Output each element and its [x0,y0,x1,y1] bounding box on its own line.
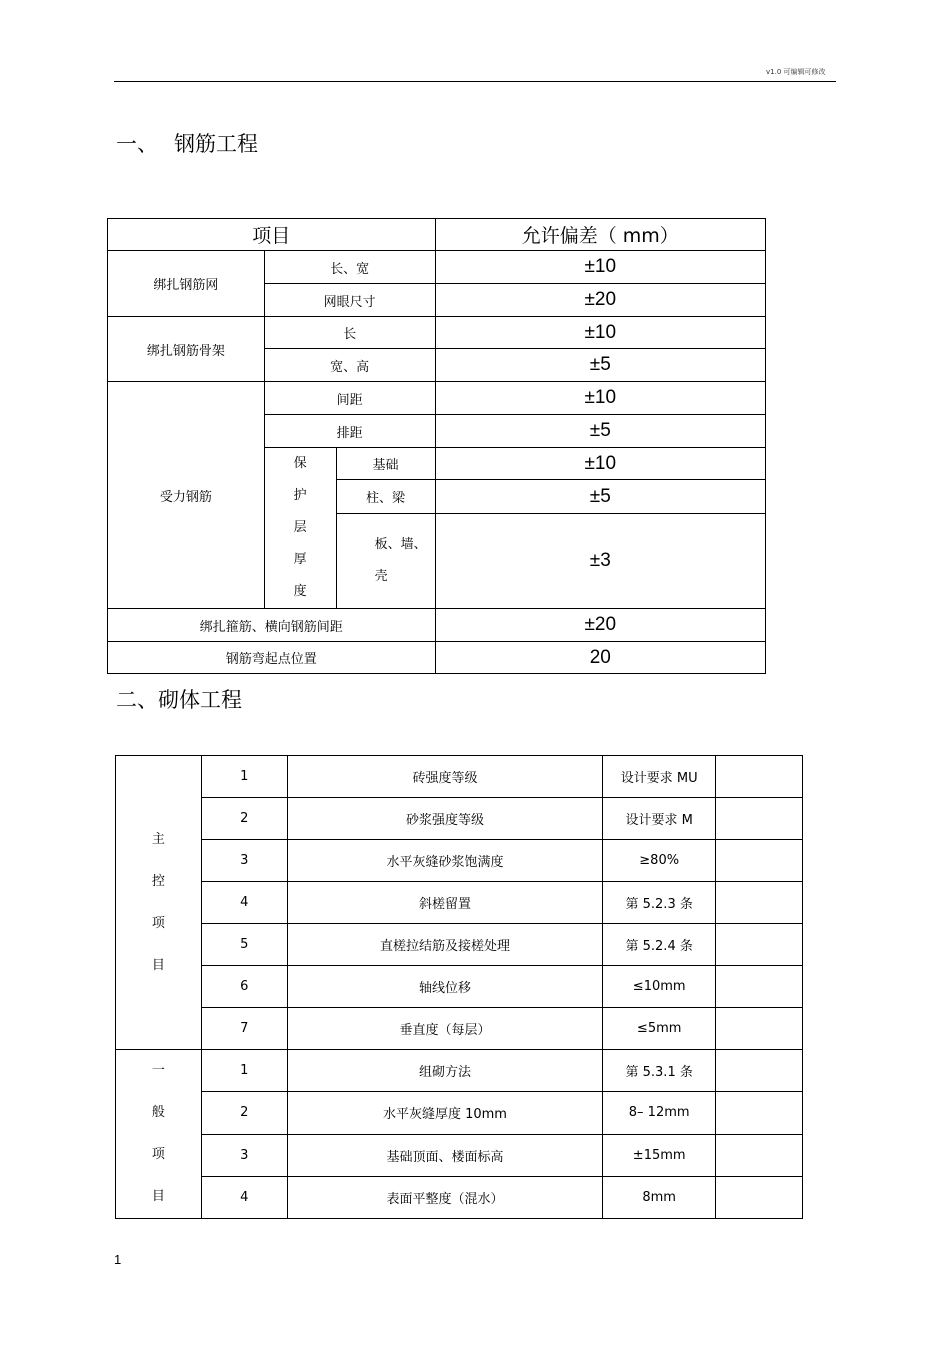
row-requirement: 第 5.2.4 条 [603,924,716,966]
cover-char: 度 [293,584,307,599]
row-item: 垂直度（每层） [287,1008,603,1050]
row-item: 轴线位移 [287,966,603,1008]
row-number: 5 [201,924,287,966]
header-version-note: v1.0 可编辑可修改 [766,68,826,76]
row-number: 7 [201,1008,287,1050]
row-spacing-label: 排距 [264,415,435,448]
mesh-length-value: ±10 [435,251,765,284]
row-item: 直槎拉结筋及接槎处理 [287,924,603,966]
row-number: 3 [201,840,287,882]
row-extra [716,1092,803,1134]
row-item: 组砌方法 [287,1050,603,1092]
row-requirement: 设计要求 M [603,798,716,840]
row-number: 2 [201,798,287,840]
mesh-grid-value: ±20 [435,284,765,317]
row-label-cage: 绑扎钢筋骨架 [108,317,265,382]
rebar-tolerance-table [107,218,766,674]
page-number: 1 [114,1252,122,1267]
row-item: 水平灰缝砂浆饱满度 [287,840,603,882]
row-extra [716,1176,803,1218]
stirrup-value: ±20 [435,609,765,642]
column-beam-value: ±5 [435,480,765,513]
foundation-label: 基础 [336,448,435,480]
row-label-force: 受力钢筋 [108,382,265,609]
main-label-char: 控 [151,873,165,889]
section1-number: 一、 [116,132,158,156]
masonry-table [115,755,803,1219]
mesh-grid-label: 网眼尺寸 [264,284,435,317]
row-extra [716,798,803,840]
row-requirement: 第 5.2.3 条 [603,882,716,924]
row-item: 表面平整度（混水） [287,1176,603,1218]
cover-thickness-label [264,448,336,609]
row-requirement: ≤5mm [603,1008,716,1050]
row-item: 砖强度等级 [287,756,603,798]
row-requirement: ≤10mm [603,966,716,1008]
main-label-char: 项 [151,915,165,931]
cover-char: 厚 [293,552,307,567]
mesh-length-label: 长、宽 [264,251,435,284]
main-label-char: 目 [151,957,165,973]
row-number: 6 [201,966,287,1008]
general-items-label [116,1050,202,1219]
cage-length-value: ±10 [435,317,765,349]
row-requirement: 第 5.3.1 条 [603,1050,716,1092]
row-extra [716,840,803,882]
row-label-mesh: 绑扎钢筋网 [108,251,265,317]
row-requirement: ±15mm [603,1134,716,1176]
row-item: 斜槎留置 [287,882,603,924]
row-requirement: 设计要求 MU [603,756,716,798]
row-number: 1 [201,756,287,798]
row-requirement: 8mm [603,1176,716,1218]
section1-title: 钢筋工程 [174,132,258,156]
row-number: 4 [201,1176,287,1218]
row-number: 3 [201,1134,287,1176]
row-number: 2 [201,1092,287,1134]
row-spacing-value: ±5 [435,415,765,448]
row-extra [716,1050,803,1092]
cage-wh-value: ±5 [435,349,765,382]
general-label-char: 般 [151,1105,165,1120]
row-extra [716,882,803,924]
spacing-label: 间距 [264,382,435,415]
general-label-char: 项 [151,1147,165,1162]
spacing-value: ±10 [435,382,765,415]
column-beam-label: 柱、梁 [336,480,435,513]
row-item: 基础顶面、楼面标高 [287,1134,603,1176]
foundation-value: ±10 [435,448,765,480]
stirrup-label: 绑扎箍筋、横向钢筋间距 [108,609,436,642]
row-item: 砂浆强度等级 [287,798,603,840]
row-number: 1 [201,1050,287,1092]
section1-heading [116,128,258,158]
header-rule [114,81,836,82]
header-tolerance: 允许偏差（ mm） [435,219,765,251]
row-item: 水平灰缝厚度 10mm [287,1092,603,1134]
row-extra [716,924,803,966]
cover-char: 护 [293,488,307,503]
row-extra [716,966,803,1008]
row-requirement: ≥80% [603,840,716,882]
cover-char: 层 [293,520,307,535]
slab-wall-value: ±3 [435,513,765,608]
header-item: 项目 [108,219,436,251]
main-label-char: 主 [151,831,165,847]
cage-wh-label: 宽、高 [264,349,435,382]
general-label-char: 目 [151,1189,165,1204]
row-extra [716,1008,803,1050]
row-extra [716,756,803,798]
main-control-label [116,756,202,1050]
slab-wall-label: 板、墙、壳 [336,513,435,608]
section2-heading: 二、砌体工程 [116,688,242,712]
bend-label: 钢筋弯起点位置 [108,642,436,674]
cover-char: 保 [293,456,307,471]
row-requirement: 8– 12mm [603,1092,716,1134]
bend-value: 20 [435,642,765,674]
row-number: 4 [201,882,287,924]
row-extra [716,1134,803,1176]
general-label-char: 一 [151,1063,165,1078]
cage-length-label: 长 [264,317,435,349]
